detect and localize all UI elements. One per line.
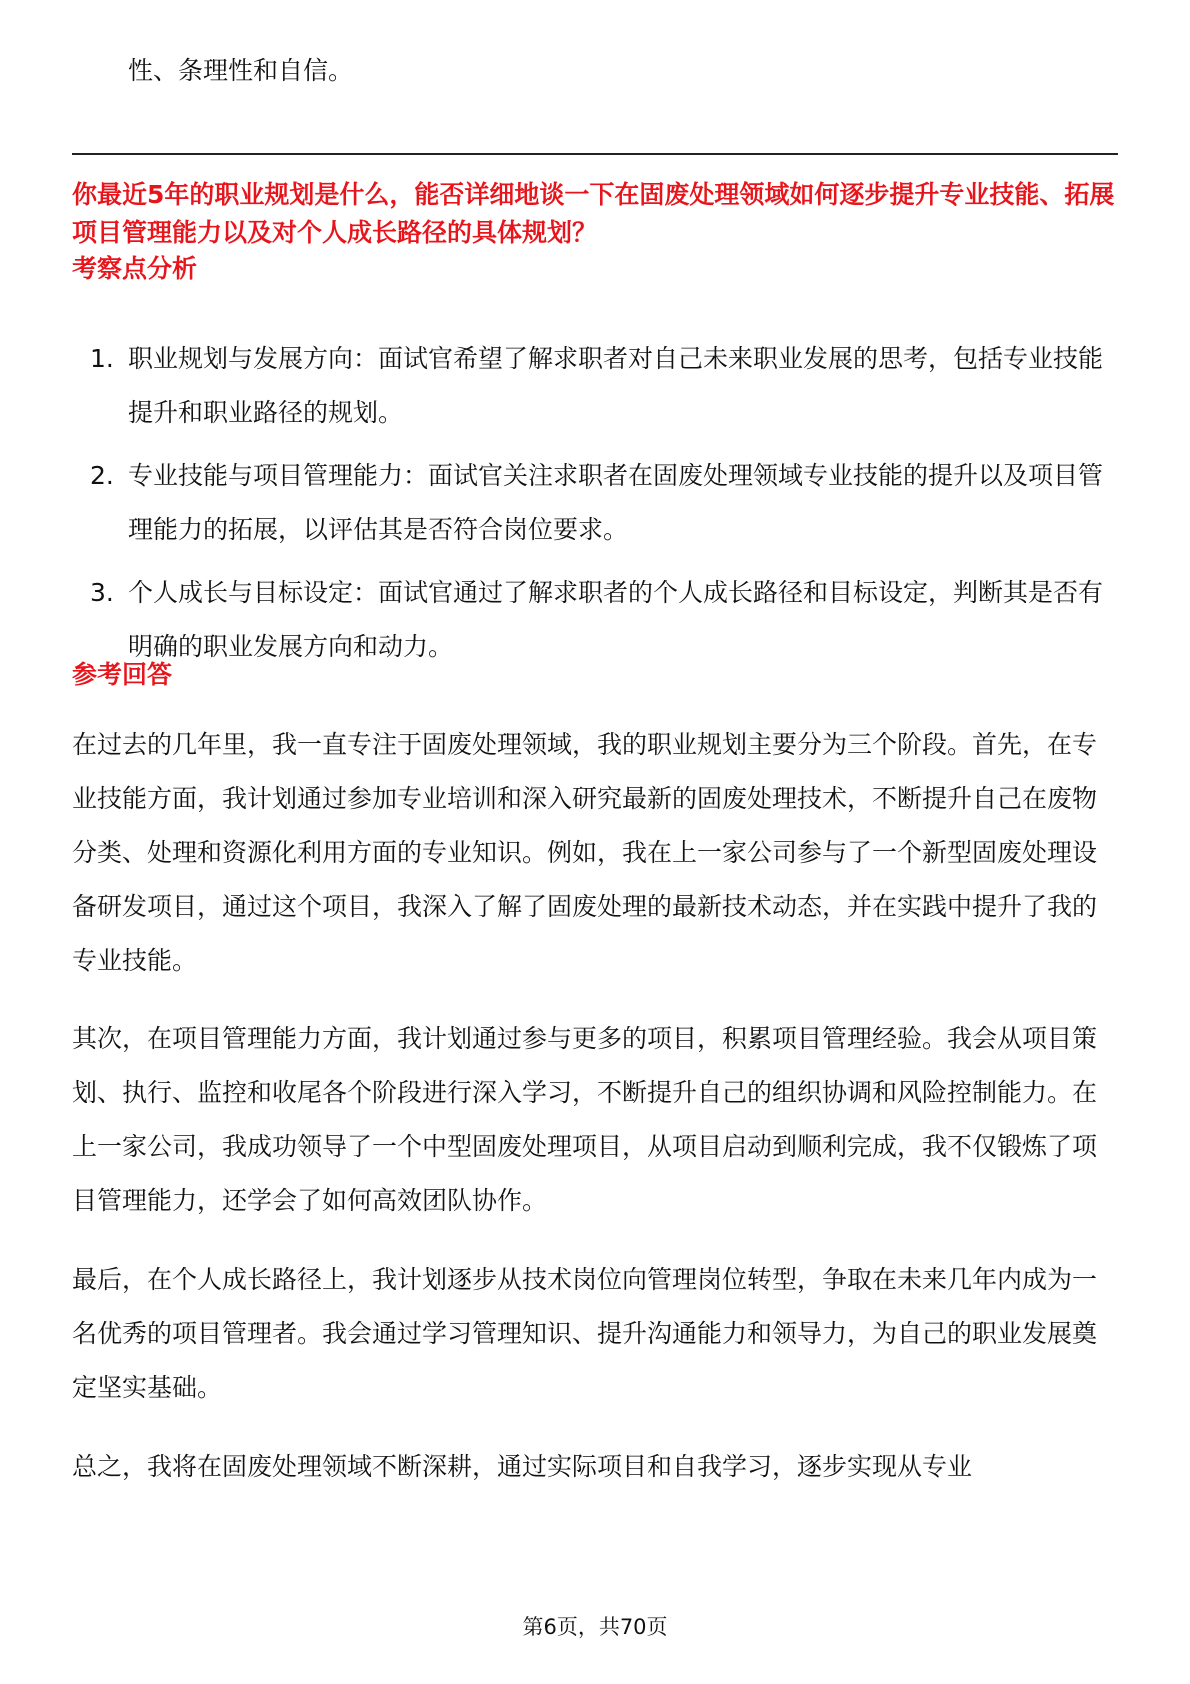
list-number: 1. xyxy=(90,344,114,373)
analysis-heading: 考察点分析 xyxy=(72,254,198,283)
list-item xyxy=(72,566,1118,674)
page-number: 第6页，共70页 xyxy=(522,1615,668,1639)
answer-paragraph: 在过去的几年里，我一直专注于固废处理领域，我的职业规划主要分为三个阶段。首先，在专业技能方面，我计划通过参加专业培训和深入研究最新的固废处理技术，不断提升自己在废物分类、处理和资源化利用方面的专业知识。例如，我在上一家公司参与了一个新型固废处理设备研发项目，通过这个项目，我深入了解了固废处理的最新技术动态，并在实践中提升了我的专业技能。 xyxy=(72,730,1098,975)
list-number: 2. xyxy=(90,461,114,490)
list-item xyxy=(72,449,1118,557)
divider xyxy=(72,153,1118,155)
analysis-list xyxy=(72,332,1118,683)
list-item xyxy=(72,332,1118,440)
answer-heading: 参考回答 xyxy=(72,660,173,689)
question-title: 你最近5年的职业规划是什么，能否详细地谈一下在固废处理领域如何逐步提升专业技能、拓展项目管理能力以及对个人成长路径的具体规划？ xyxy=(72,180,1115,247)
continuation-text: 性、条理性和自信。 xyxy=(128,56,354,85)
list-item-text: 职业规划与发展方向：面试官希望了解求职者对自己未来职业发展的思考，包括专业技能提升和职业路径的规划。 xyxy=(128,344,1104,427)
list-number: 3. xyxy=(90,578,114,607)
answer-paragraph: 总之，我将在固废处理领域不断深耕，通过实际项目和自我学习，逐步实现从专业 xyxy=(72,1452,973,1481)
list-item-text: 专业技能与项目管理能力：面试官关注求职者在固废处理领域专业技能的提升以及项目管理能力的拓展，以评估其是否符合岗位要求。 xyxy=(128,461,1104,544)
answer-paragraph: 其次，在项目管理能力方面，我计划通过参与更多的项目，积累项目管理经验。我会从项目策划、执行、监控和收尾各个阶段进行深入学习，不断提升自己的组织协调和风险控制能力。在上一家公司，我成功领导了一个中型固废处理项目，从项目启动到顺利完成，我不仅锻炼了项目管理能力，还学会了如何高效团队协作。 xyxy=(72,1024,1098,1215)
list-item-text: 个人成长与目标设定：面试官通过了解求职者的个人成长路径和目标设定，判断其是否有明确的职业发展方向和动力。 xyxy=(128,578,1104,661)
answer-paragraph: 最后，在个人成长路径上，我计划逐步从技术岗位向管理岗位转型，争取在未来几年内成为一名优秀的项目管理者。我会通过学习管理知识、提升沟通能力和领导力，为自己的职业发展奠定坚实基础。 xyxy=(72,1265,1098,1402)
